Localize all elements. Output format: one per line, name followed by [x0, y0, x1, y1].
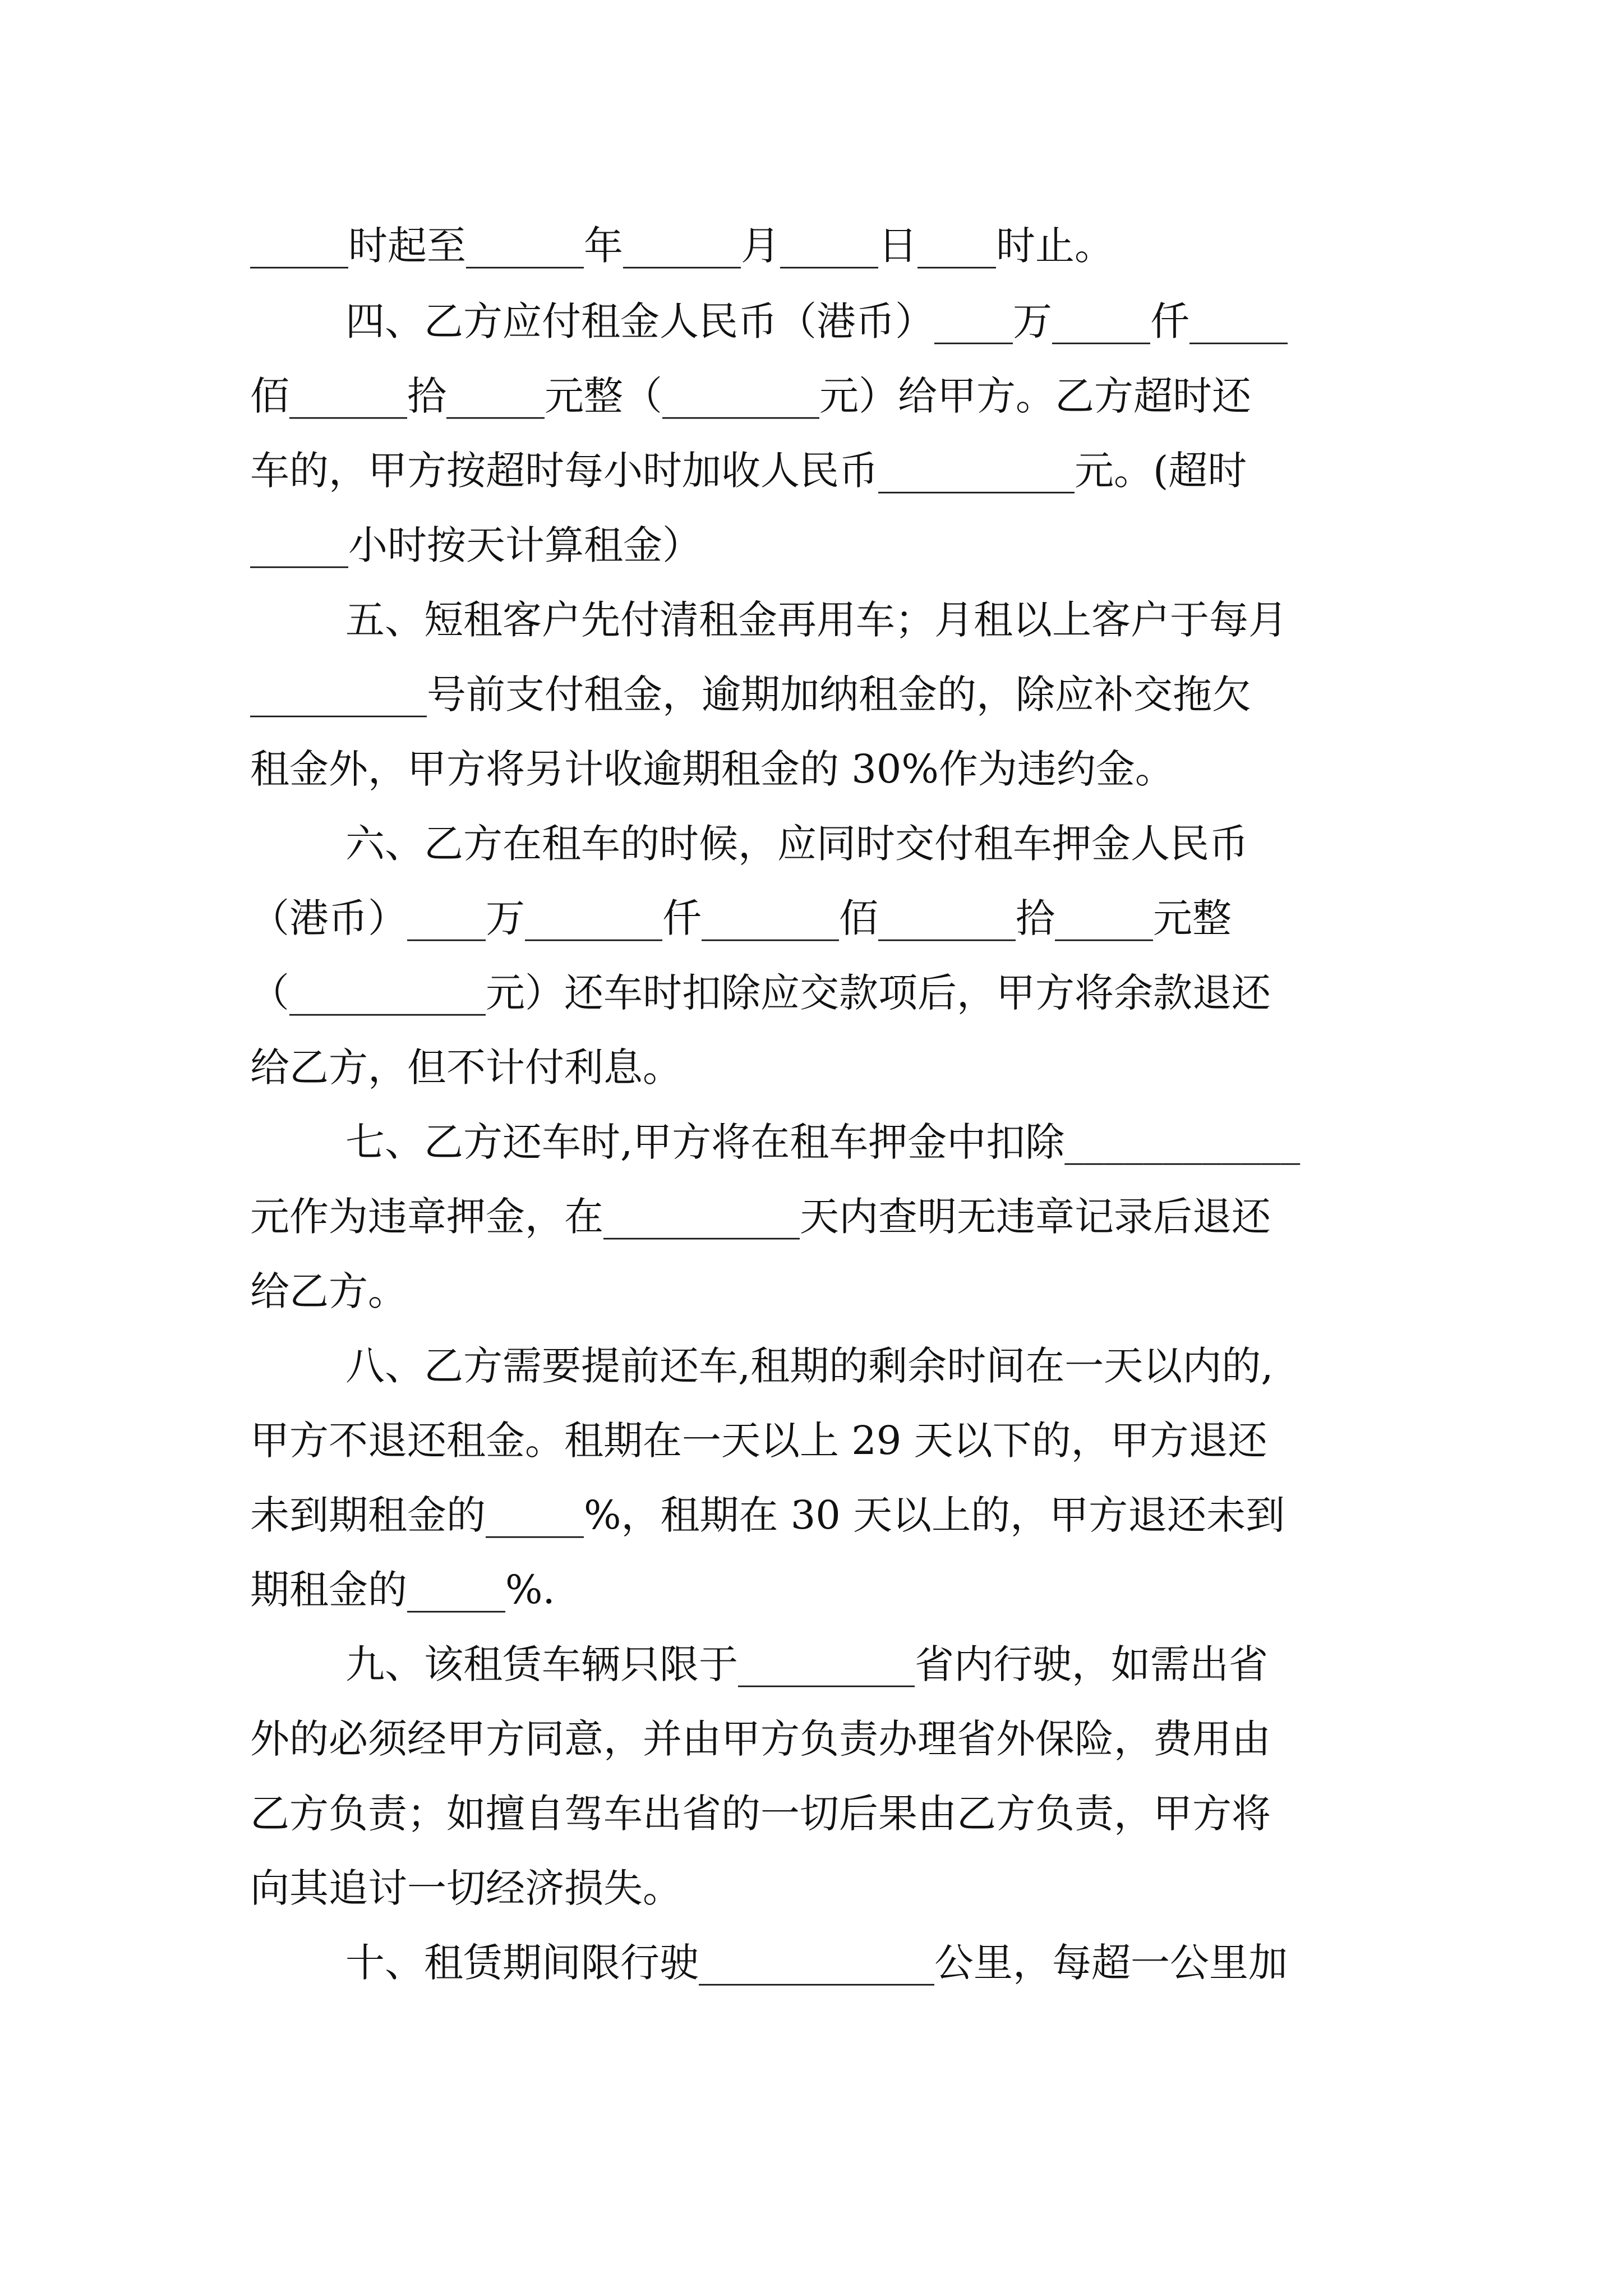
text-line-22	[250, 1780, 1383, 1847]
line-text-21: 外的必须经甲方同意，并由甲方负责办理省外保险，费用由	[250, 1716, 1271, 1762]
line-text-20: 九、该租赁车辆只限于_________省内行驶，如需出省	[345, 1641, 1268, 1687]
text-line-11	[250, 959, 1383, 1027]
line-text-1: _____时起至______年______月_____日____时止。	[250, 223, 1114, 269]
text-line-2	[345, 288, 1383, 355]
text-line-12	[250, 1034, 1383, 1101]
text-line-7	[250, 661, 1383, 728]
text-line-4	[250, 437, 1383, 504]
line-text-19: 期租金的_____%.	[250, 1567, 555, 1613]
text-line-24	[345, 1929, 1383, 1996]
text-line-14	[250, 1183, 1383, 1250]
text-line-20	[345, 1631, 1383, 1698]
text-line-19	[250, 1556, 1383, 1623]
text-line-10	[250, 885, 1383, 952]
line-text-2: 四、乙方应付租金人民币（港币）____万_____仟_____	[345, 298, 1288, 344]
text-line-23	[250, 1855, 1383, 1922]
line-text-11: （__________元）还车时扣除应交款项后，甲方将余款退还	[250, 970, 1271, 1016]
text-line-5	[250, 512, 1383, 579]
line-text-22: 乙方负责；如擅自驾车出省的一切后果由乙方负责，甲方将	[250, 1791, 1271, 1837]
text-line-1	[250, 212, 1383, 279]
text-line-9	[345, 810, 1383, 877]
text-line-18	[250, 1481, 1383, 1549]
line-text-14: 元作为违章押金，在__________天内查明无违章记录后退还	[250, 1194, 1271, 1240]
line-text-4: 车的，甲方按超时每小时加收人民币__________元。(超时	[250, 448, 1247, 494]
text-line-13	[345, 1108, 1383, 1176]
line-text-12: 给乙方，但不计付利息。	[250, 1045, 682, 1091]
line-text-7: _________号前支付租金，逾期加纳租金的，除应补交拖欠	[250, 671, 1251, 717]
line-text-16: 八、乙方需要提前还车,租期的剩余时间在一天以内的,	[345, 1343, 1274, 1389]
text-line-8	[250, 735, 1383, 803]
text-line-21	[250, 1705, 1383, 1773]
line-text-23: 向其追讨一切经济损失。	[250, 1865, 682, 1911]
line-text-3: 佰______拾_____元整（________元）给甲方。乙方超时还	[250, 373, 1251, 419]
text-line-15	[250, 1258, 1383, 1325]
line-text-8: 租金外，甲方将另计收逾期租金的 30%作为违约金。	[250, 746, 1174, 792]
text-line-16	[345, 1332, 1383, 1400]
line-text-18: 未到期租金的_____%，租期在 30 天以上的，甲方退还未到	[250, 1492, 1285, 1538]
line-text-10: （港币）____万_______仟_______佰_______拾_____元整	[250, 895, 1232, 941]
line-text-9: 六、乙方在租车的时候，应同时交付租车押金人民币	[345, 821, 1248, 867]
text-line-6	[345, 586, 1383, 654]
line-text-17: 甲方不退还租金。租期在一天以上 29 天以下的，甲方退还	[250, 1418, 1267, 1464]
line-text-24: 十、租赁期间限行驶____________公里，每超一公里加	[345, 1940, 1288, 1986]
line-text-5: _____小时按天计算租金）	[250, 522, 702, 568]
line-text-6: 五、短租客户先付清租金再用车；月租以上客户于每月	[345, 597, 1288, 643]
text-line-17	[250, 1407, 1383, 1474]
text-line-3	[250, 362, 1383, 430]
line-text-13: 七、乙方还车时,甲方将在租车押金中扣除____________	[345, 1119, 1301, 1165]
line-text-15: 给乙方。	[250, 1268, 407, 1314]
